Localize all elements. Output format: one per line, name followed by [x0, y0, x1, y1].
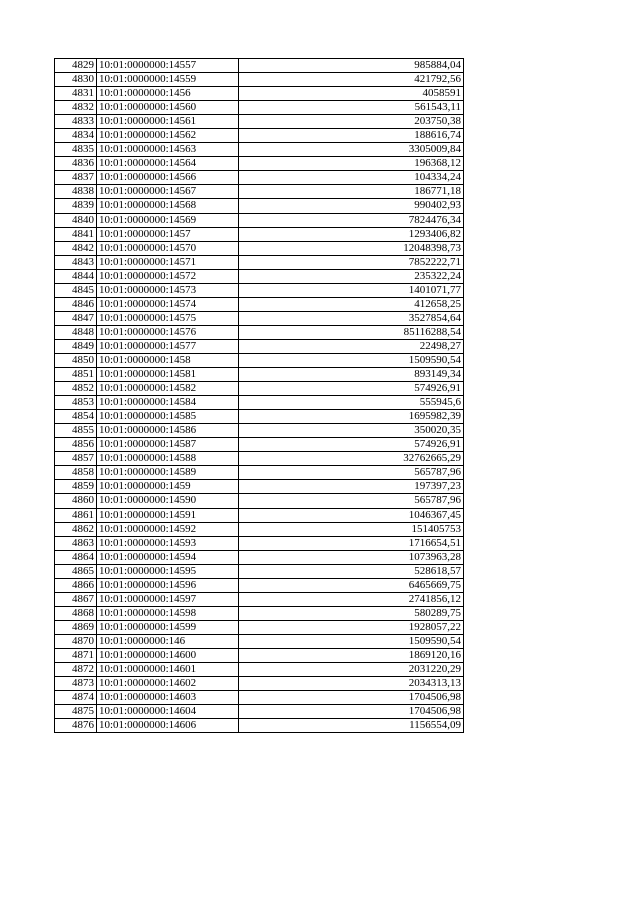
table-row — [55, 115, 464, 129]
cadastral-number-cell: 10:01:0000000:14588 — [97, 452, 239, 466]
value-cell: 421792,56 — [239, 73, 464, 87]
row-number-cell: 4837 — [55, 171, 97, 185]
row-number-cell: 4830 — [55, 73, 97, 87]
row-number-cell: 4870 — [55, 634, 97, 648]
row-number-cell: 4856 — [55, 438, 97, 452]
value-cell: 990402,93 — [239, 199, 464, 213]
row-number-cell: 4855 — [55, 424, 97, 438]
row-number-cell: 4859 — [55, 480, 97, 494]
table-row — [55, 87, 464, 101]
cadastral-number-cell: 10:01:0000000:14573 — [97, 283, 239, 297]
table-row — [55, 438, 464, 452]
data-sheet — [54, 58, 464, 733]
value-cell: 104334,24 — [239, 171, 464, 185]
table-row — [55, 157, 464, 171]
table-row — [55, 719, 464, 733]
value-cell: 203750,38 — [239, 115, 464, 129]
value-cell: 12048398,73 — [239, 241, 464, 255]
row-number-cell: 4858 — [55, 466, 97, 480]
cadastral-number-cell: 10:01:0000000:14593 — [97, 536, 239, 550]
row-number-cell: 4869 — [55, 620, 97, 634]
row-number-cell: 4832 — [55, 101, 97, 115]
table-row — [55, 677, 464, 691]
table-row — [55, 353, 464, 367]
cadastral-number-cell: 10:01:0000000:14566 — [97, 171, 239, 185]
table-row — [55, 213, 464, 227]
value-cell: 565787,96 — [239, 466, 464, 480]
value-cell: 1928057,22 — [239, 620, 464, 634]
table-row — [55, 325, 464, 339]
value-cell: 1046367,45 — [239, 508, 464, 522]
table-row — [55, 73, 464, 87]
cadastral-number-cell: 10:01:0000000:14557 — [97, 59, 239, 73]
row-number-cell: 4848 — [55, 325, 97, 339]
table-row — [55, 466, 464, 480]
value-cell: 561543,11 — [239, 101, 464, 115]
row-number-cell: 4835 — [55, 143, 97, 157]
cadastral-number-cell: 10:01:0000000:14585 — [97, 410, 239, 424]
cadastral-number-cell: 10:01:0000000:14567 — [97, 185, 239, 199]
value-cell: 6465669,75 — [239, 578, 464, 592]
table-row — [55, 634, 464, 648]
value-cell: 1073963,28 — [239, 550, 464, 564]
table-row — [55, 606, 464, 620]
cadastral-number-cell: 10:01:0000000:14584 — [97, 396, 239, 410]
row-number-cell: 4875 — [55, 705, 97, 719]
cadastral-number-cell: 10:01:0000000:14606 — [97, 719, 239, 733]
cadastral-number-cell: 10:01:0000000:14592 — [97, 522, 239, 536]
cadastral-number-cell: 10:01:0000000:14576 — [97, 325, 239, 339]
cadastral-number-cell: 10:01:0000000:1458 — [97, 353, 239, 367]
cadastral-number-cell: 10:01:0000000:14562 — [97, 129, 239, 143]
table-row — [55, 536, 464, 550]
table-row — [55, 578, 464, 592]
row-number-cell: 4829 — [55, 59, 97, 73]
cadastral-number-cell: 10:01:0000000:14581 — [97, 368, 239, 382]
value-cell: 1401071,77 — [239, 283, 464, 297]
value-cell: 186771,18 — [239, 185, 464, 199]
row-number-cell: 4864 — [55, 550, 97, 564]
table-row — [55, 424, 464, 438]
row-number-cell: 4841 — [55, 227, 97, 241]
value-cell: 7824476,34 — [239, 213, 464, 227]
cadastral-number-cell: 10:01:0000000:14599 — [97, 620, 239, 634]
cadastral-number-cell: 10:01:0000000:1459 — [97, 480, 239, 494]
value-cell: 1695982,39 — [239, 410, 464, 424]
cadastral-number-cell: 10:01:0000000:14577 — [97, 339, 239, 353]
value-cell: 985884,04 — [239, 59, 464, 73]
cadastral-table — [54, 58, 464, 733]
row-number-cell: 4874 — [55, 691, 97, 705]
table-row — [55, 311, 464, 325]
cadastral-number-cell: 10:01:0000000:1456 — [97, 87, 239, 101]
row-number-cell: 4857 — [55, 452, 97, 466]
value-cell: 528618,57 — [239, 564, 464, 578]
cadastral-number-cell: 10:01:0000000:14591 — [97, 508, 239, 522]
cadastral-number-cell: 10:01:0000000:14571 — [97, 255, 239, 269]
cadastral-number-cell: 10:01:0000000:14587 — [97, 438, 239, 452]
value-cell: 565787,96 — [239, 494, 464, 508]
value-cell: 3527854,64 — [239, 311, 464, 325]
cadastral-number-cell: 10:01:0000000:1457 — [97, 227, 239, 241]
row-number-cell: 4872 — [55, 663, 97, 677]
row-number-cell: 4843 — [55, 255, 97, 269]
row-number-cell: 4846 — [55, 297, 97, 311]
table-row — [55, 705, 464, 719]
table-row — [55, 143, 464, 157]
row-number-cell: 4871 — [55, 648, 97, 662]
row-number-cell: 4866 — [55, 578, 97, 592]
value-cell: 1509590,54 — [239, 353, 464, 367]
value-cell: 85116288,54 — [239, 325, 464, 339]
table-row — [55, 382, 464, 396]
value-cell: 1716654,51 — [239, 536, 464, 550]
table-row — [55, 648, 464, 662]
row-number-cell: 4838 — [55, 185, 97, 199]
row-number-cell: 4844 — [55, 269, 97, 283]
cadastral-number-cell: 10:01:0000000:14572 — [97, 269, 239, 283]
value-cell: 580289,75 — [239, 606, 464, 620]
row-number-cell: 4849 — [55, 339, 97, 353]
table-row — [55, 663, 464, 677]
table-row — [55, 241, 464, 255]
value-cell: 22498,27 — [239, 339, 464, 353]
table-row — [55, 480, 464, 494]
table-row — [55, 339, 464, 353]
value-cell: 2031220,29 — [239, 663, 464, 677]
cadastral-number-cell: 10:01:0000000:14603 — [97, 691, 239, 705]
cadastral-number-cell: 10:01:0000000:14596 — [97, 578, 239, 592]
value-cell: 555945,6 — [239, 396, 464, 410]
table-row — [55, 691, 464, 705]
row-number-cell: 4850 — [55, 353, 97, 367]
table-row — [55, 199, 464, 213]
table-row — [55, 171, 464, 185]
table-row — [55, 227, 464, 241]
cadastral-number-cell: 10:01:0000000:14561 — [97, 115, 239, 129]
row-number-cell: 4854 — [55, 410, 97, 424]
table-row — [55, 508, 464, 522]
table-row — [55, 522, 464, 536]
row-number-cell: 4873 — [55, 677, 97, 691]
table-row — [55, 283, 464, 297]
table-row — [55, 564, 464, 578]
row-number-cell: 4876 — [55, 719, 97, 733]
value-cell: 1156554,09 — [239, 719, 464, 733]
table-row — [55, 592, 464, 606]
row-number-cell: 4862 — [55, 522, 97, 536]
row-number-cell: 4863 — [55, 536, 97, 550]
table-row — [55, 368, 464, 382]
cadastral-number-cell: 10:01:0000000:14560 — [97, 101, 239, 115]
row-number-cell: 4851 — [55, 368, 97, 382]
table-row — [55, 185, 464, 199]
table-row — [55, 59, 464, 73]
value-cell: 1704506,98 — [239, 705, 464, 719]
value-cell: 32762665,29 — [239, 452, 464, 466]
cadastral-number-cell: 10:01:0000000:14594 — [97, 550, 239, 564]
cadastral-number-cell: 10:01:0000000:14575 — [97, 311, 239, 325]
cadastral-number-cell: 10:01:0000000:14582 — [97, 382, 239, 396]
table-row — [55, 255, 464, 269]
table-row — [55, 129, 464, 143]
row-number-cell: 4840 — [55, 213, 97, 227]
table-row — [55, 550, 464, 564]
value-cell: 1509590,54 — [239, 634, 464, 648]
row-number-cell: 4867 — [55, 592, 97, 606]
row-number-cell: 4853 — [55, 396, 97, 410]
cadastral-number-cell: 10:01:0000000:14564 — [97, 157, 239, 171]
cadastral-number-cell: 10:01:0000000:14570 — [97, 241, 239, 255]
cadastral-number-cell: 10:01:0000000:14559 — [97, 73, 239, 87]
row-number-cell: 4836 — [55, 157, 97, 171]
cadastral-number-cell: 10:01:0000000:14568 — [97, 199, 239, 213]
row-number-cell: 4852 — [55, 382, 97, 396]
value-cell: 2741856,12 — [239, 592, 464, 606]
row-number-cell: 4831 — [55, 87, 97, 101]
value-cell: 3305009,84 — [239, 143, 464, 157]
cadastral-number-cell: 10:01:0000000:14601 — [97, 663, 239, 677]
table-row — [55, 452, 464, 466]
table-row — [55, 396, 464, 410]
value-cell: 197397,23 — [239, 480, 464, 494]
row-number-cell: 4860 — [55, 494, 97, 508]
table-row — [55, 494, 464, 508]
value-cell: 574926,91 — [239, 382, 464, 396]
cadastral-number-cell: 10:01:0000000:14595 — [97, 564, 239, 578]
table-row — [55, 269, 464, 283]
value-cell: 350020,35 — [239, 424, 464, 438]
cadastral-number-cell: 10:01:0000000:14563 — [97, 143, 239, 157]
value-cell: 1293406,82 — [239, 227, 464, 241]
cadastral-number-cell: 10:01:0000000:14602 — [97, 677, 239, 691]
cadastral-number-cell: 10:01:0000000:14569 — [97, 213, 239, 227]
value-cell: 1869120,16 — [239, 648, 464, 662]
value-cell: 235322,24 — [239, 269, 464, 283]
value-cell: 574926,91 — [239, 438, 464, 452]
row-number-cell: 4847 — [55, 311, 97, 325]
cadastral-number-cell: 10:01:0000000:14597 — [97, 592, 239, 606]
value-cell: 4058591 — [239, 87, 464, 101]
row-number-cell: 4833 — [55, 115, 97, 129]
table-row — [55, 101, 464, 115]
value-cell: 188616,74 — [239, 129, 464, 143]
row-number-cell: 4861 — [55, 508, 97, 522]
value-cell: 1704506,98 — [239, 691, 464, 705]
cadastral-number-cell: 10:01:0000000:14598 — [97, 606, 239, 620]
cadastral-number-cell: 10:01:0000000:14604 — [97, 705, 239, 719]
value-cell: 7852222,71 — [239, 255, 464, 269]
row-number-cell: 4842 — [55, 241, 97, 255]
value-cell: 151405753 — [239, 522, 464, 536]
cadastral-number-cell: 10:01:0000000:14586 — [97, 424, 239, 438]
cadastral-number-cell: 10:01:0000000:146 — [97, 634, 239, 648]
cadastral-number-cell: 10:01:0000000:14574 — [97, 297, 239, 311]
row-number-cell: 4865 — [55, 564, 97, 578]
cadastral-number-cell: 10:01:0000000:14589 — [97, 466, 239, 480]
value-cell: 893149,34 — [239, 368, 464, 382]
value-cell: 196368,12 — [239, 157, 464, 171]
row-number-cell: 4845 — [55, 283, 97, 297]
value-cell: 412658,25 — [239, 297, 464, 311]
table-row — [55, 410, 464, 424]
table-row — [55, 297, 464, 311]
row-number-cell: 4839 — [55, 199, 97, 213]
cadastral-number-cell: 10:01:0000000:14600 — [97, 648, 239, 662]
row-number-cell: 4868 — [55, 606, 97, 620]
cadastral-number-cell: 10:01:0000000:14590 — [97, 494, 239, 508]
value-cell: 2034313,13 — [239, 677, 464, 691]
row-number-cell: 4834 — [55, 129, 97, 143]
table-body — [55, 59, 464, 733]
table-row — [55, 620, 464, 634]
